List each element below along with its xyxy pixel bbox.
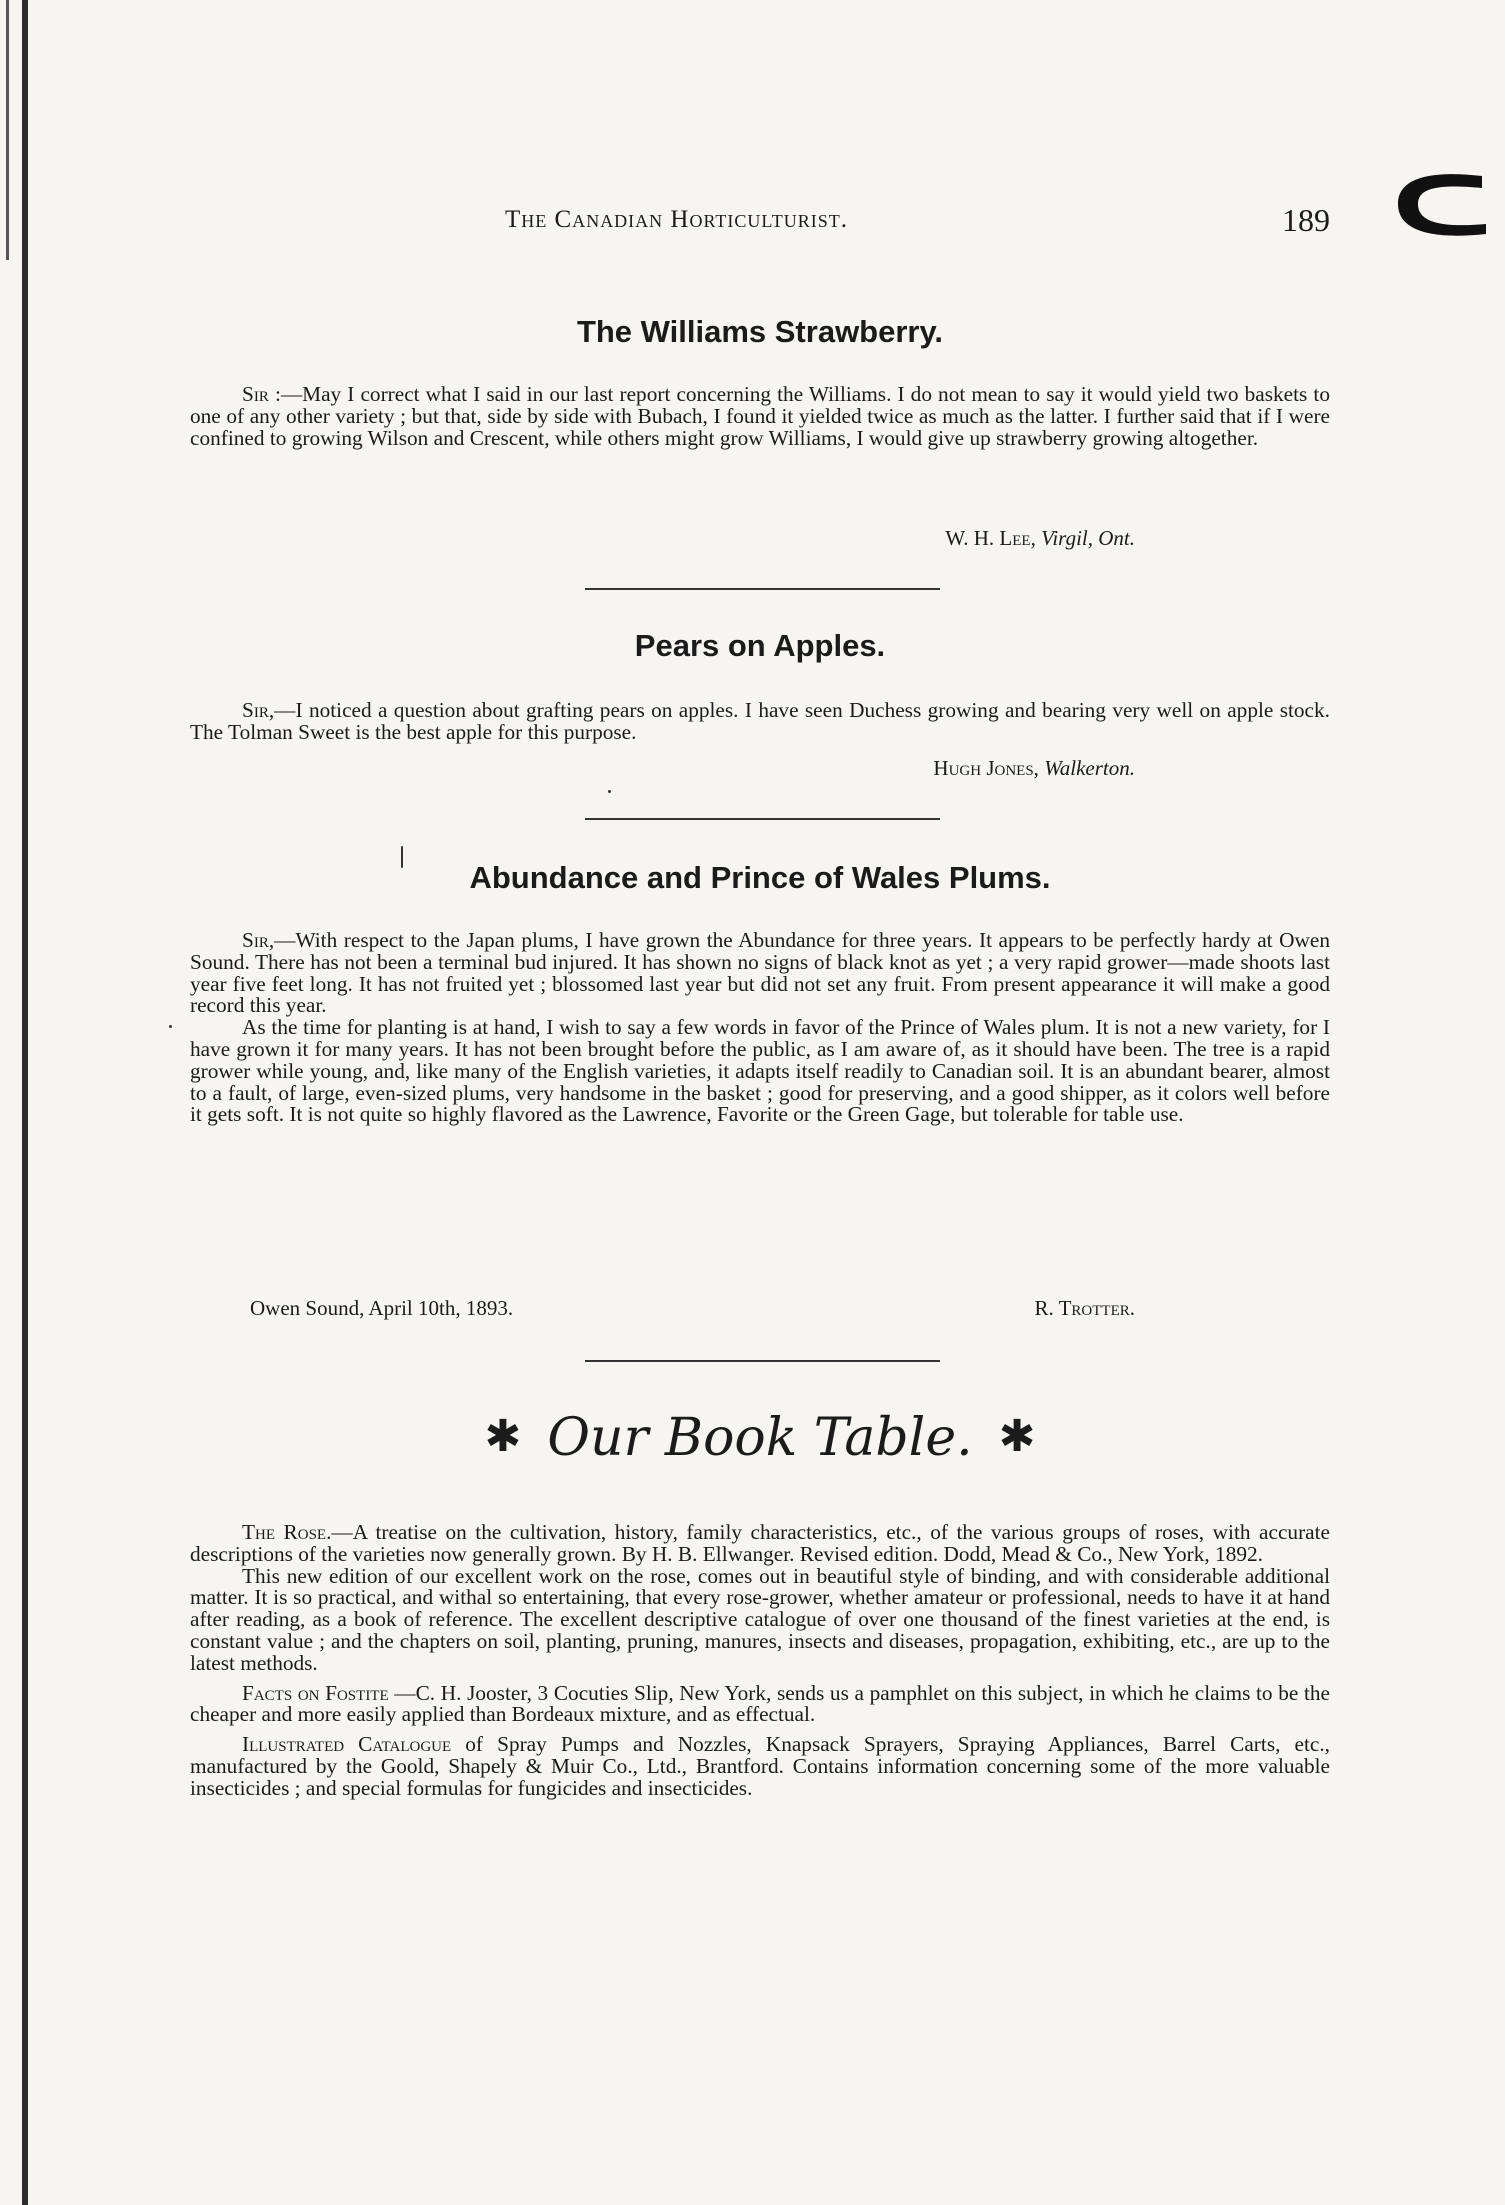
signature-pears bbox=[933, 756, 1135, 781]
entry-citation: —A treatise on the cultivation, history, family characteristics, etc., of the various groups of roses, with accurate descriptions of the varieties now generally grown. By H. B. Ellwanger. Revised edition. Dodd, Mead & Co., New York, 1892. bbox=[190, 1520, 1330, 1566]
journal-title: The Canadian Horticulturist. bbox=[505, 206, 848, 233]
paragraph-text: :—May I correct what I said in our last report concerning the Williams. I do not mean to say it would yield two baskets to one of any other variety ; but that, side by side with Bubach, I found it yielded twice as much as the latter. I further said that if I were confined to growing Wilson and Crescent, while others might grow Williams, I would give up strawberry growing altogether. bbox=[190, 382, 1330, 450]
book-table-title: Our Book Table. bbox=[547, 1408, 973, 1468]
signature-name: W. H. Lee, bbox=[945, 526, 1036, 550]
section-divider bbox=[585, 588, 940, 590]
entry-lead: Illustrated Catalogue bbox=[242, 1732, 452, 1757]
stray-mark bbox=[169, 1025, 172, 1028]
book-table-heading bbox=[190, 1408, 1330, 1478]
book-entry-catalogue bbox=[190, 1734, 1330, 1799]
stray-mark bbox=[608, 790, 611, 793]
dateline: Owen Sound, April 10th, 1893. bbox=[250, 1296, 514, 1320]
book-review-rose: This new edition of our excellent work on the rose, comes out in beautiful style of binding, and with considerable additional matter. It is so practical, and withal so entertaining, that every rose-grower, whether amateur or professional, needs to have it at hand after reading, as a book of reference. The excellent descriptive catalogue of over one thousand of the finest varieties at the end, is constant value ; and the chapters on soil, planting, pruning, manures, insects and diseases, propagation, exhibiting, etc., are up to the latest methods. bbox=[190, 1563, 1330, 1675]
entry-text: —C. H. Jooster, 3 Cocuties Slip, New York, sends us a pamphlet on this subject, in which he claims to be the cheaper and more easily applied than Bordeaux mixture, and as effectual. bbox=[190, 1680, 1330, 1727]
page-binding-edge bbox=[0, 0, 58, 2205]
salutation: Sir bbox=[242, 698, 269, 722]
article-paragraph bbox=[190, 930, 1330, 1017]
entry-lead: Facts on Fostite bbox=[242, 1680, 389, 1705]
corner-registration-mark bbox=[1390, 168, 1490, 248]
paragraph-text: ,—I noticed a question about grafting pears on apples. I have seen Duchess growing and bearing very well on apple stock. The Tolman Sweet is the best apple for this purpose. bbox=[190, 698, 1330, 744]
signature-williams bbox=[945, 526, 1135, 551]
article-paragraph bbox=[190, 384, 1330, 449]
article-title-pears-on-apples: Pears on Apples. bbox=[634, 628, 886, 663]
asterisk-ornament-icon: ✱ bbox=[484, 1411, 522, 1462]
book-entry-fostite bbox=[190, 1680, 1330, 1727]
asterisk-ornament-icon: ✱ bbox=[998, 1411, 1036, 1462]
article-title-williams-strawberry: The Williams Strawberry. bbox=[576, 314, 944, 349]
signature-name: Hugh Jones, bbox=[933, 756, 1039, 780]
section-divider bbox=[585, 1360, 940, 1362]
entry-text: of Spray Pumps and Nozzles, Knapsack Sprayers, Spraying Appliances, Barrel Carts, etc., manufactured by the Goold, Shapely & Muir Co., Ltd., Brantford. Contains information concerning some of the more valuable insecticides ; and special formulas for fungicides and insecticides. bbox=[190, 1732, 1330, 1800]
entry-lead: The Rose. bbox=[242, 1520, 332, 1544]
signature-place: Walkerton. bbox=[1044, 756, 1135, 780]
paragraph-text: ,—With respect to the Japan plums, I have grown the Abundance for three years. It appears to be perfectly hardy at Owen Sound. There has not been a terminal bud injured. It has shown no signs of black knot as yet ; a very rapid grower—made shoots last year five feet long. It has not fruited yet ; blossomed last year but did not set any fruit. From present appearance it will make a good record this year. bbox=[190, 928, 1330, 1018]
binding-shadow bbox=[22, 0, 28, 2205]
stray-mark bbox=[401, 846, 403, 868]
signature-place: Virgil, Ont. bbox=[1041, 526, 1135, 550]
salutation: Sir bbox=[242, 928, 269, 952]
running-head bbox=[190, 202, 1330, 246]
page-number: 189 bbox=[1282, 202, 1330, 238]
article-title-plums: Abundance and Prince of Wales Plums. bbox=[469, 860, 1051, 895]
signature-trotter: R. Trotter. bbox=[1034, 1296, 1135, 1320]
article-body-pears-on-apples bbox=[190, 700, 1330, 744]
salutation: Sir bbox=[242, 382, 269, 406]
section-divider bbox=[585, 818, 940, 820]
book-entry-rose bbox=[190, 1522, 1330, 1566]
article-body-williams-strawberry bbox=[190, 384, 1330, 449]
book-table-body bbox=[190, 1522, 1330, 1800]
binding-shadow-top bbox=[6, 0, 9, 260]
article-paragraph bbox=[190, 700, 1330, 744]
article-body-plums bbox=[190, 930, 1330, 1126]
article-paragraph: As the time for planting is at hand, I wish to say a few words in favor of the Prince of Wales plum. It is not a new variety, for I have grown it for many years. It has not been brought before the public, as I am aware of, as it should have been. The tree is a rapid grower while young, and, like many of the English varieties, it adapts itself readily to Canadian soil. It is an abundant bearer, almost to a fault, of large, even-sized plums, very handsome in the basket ; good for preserving, and a good shipper, as it colors well before it gets soft. It is not quite so highly flavored as the Lawrence, Favorite or the Green Gage, but tolerable for table use. bbox=[190, 1015, 1330, 1127]
